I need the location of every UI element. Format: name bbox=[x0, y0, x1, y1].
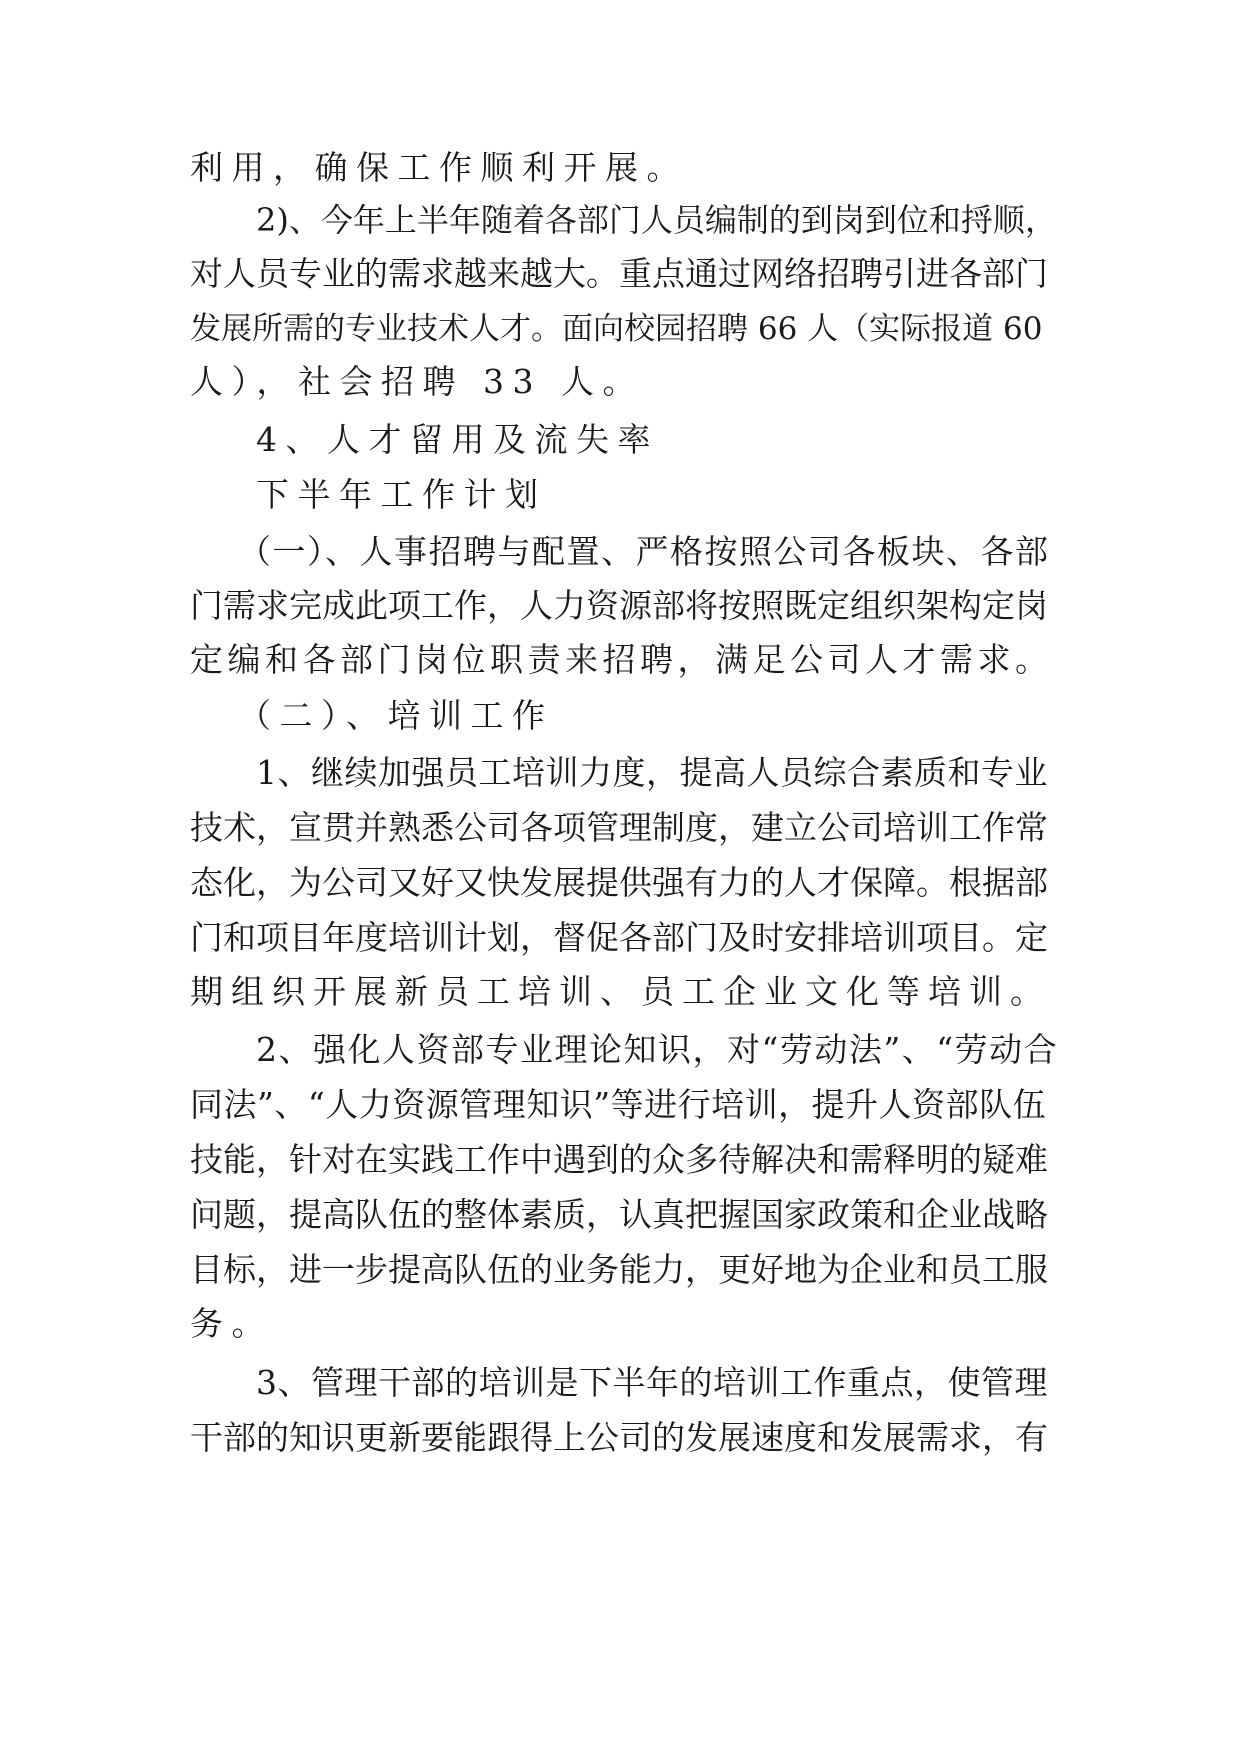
paragraph-line: 2、强化人资部专业理论知识，对“劳动法”、“劳动合 bbox=[256, 1030, 1059, 1069]
paragraph-line: 人），社会招聘 33 人。 bbox=[190, 362, 644, 401]
paragraph-line: 门需求完成此项工作，人力资源部将按照既定组织架构定岗 bbox=[190, 586, 1048, 625]
paragraph-line: 利用，确保工作顺利开展。 bbox=[190, 148, 688, 187]
paragraph-line: 目标，进一步提高队伍的业务能力，更好地为企业和员工服 bbox=[190, 1250, 1048, 1289]
paragraph-line: 定编和各部门岗位职责来招聘，满足公司人才需求。 bbox=[190, 640, 1053, 679]
paragraph-line: 门和项目年度培训计划，督促各部门及时安排培训项目。定 bbox=[190, 918, 1048, 957]
paragraph-line: 态化，为公司又好又快发展提供强有力的人才保障。根据部 bbox=[190, 863, 1048, 902]
paragraph-line: 问题，提高队伍的整体素质，认真把握国家政策和企业战略 bbox=[190, 1195, 1048, 1234]
paragraph-line: 技能，针对在实践工作中遇到的众多待解决和需释明的疑难 bbox=[190, 1140, 1048, 1179]
section-heading: 下半年工作计划 bbox=[256, 475, 547, 514]
section-heading: 4、人才留用及流失率 bbox=[256, 420, 659, 459]
section-heading: （二）、培训工作 bbox=[238, 696, 554, 735]
paragraph-line: 发展所需的专业技术人才。面向校园招聘 66 人（实际报道 60 bbox=[190, 311, 1043, 347]
paragraph-line: 1、继续加强员工培训力度，提高人员综合素质和专业 bbox=[256, 753, 1048, 792]
paragraph-line: 期组织开展新员工培训、员工企业文化等培训。 bbox=[190, 972, 1051, 1011]
paragraph-line: 同法”、“人力资源管理知识”等进行培训，提升人资部队伍 bbox=[190, 1085, 1047, 1124]
paragraph-line: 3、管理干部的培训是下半年的培训工作重点，使管理 bbox=[256, 1363, 1048, 1402]
paragraph-line: （一）、人事招聘与配置、严格按照公司各板块、各部 bbox=[238, 532, 1050, 571]
paragraph-line: 对人员专业的需求越来越大。重点通过网络招聘引进各部门 bbox=[190, 254, 1048, 293]
paragraph-line: 干部的知识更新要能跟得上公司的发展速度和发展需求，有 bbox=[190, 1418, 1048, 1457]
paragraph-line: 2)、今年上半年随着各部门人员编制的到岗到位和捋顺， bbox=[256, 201, 1057, 239]
paragraph-line: 务。 bbox=[190, 1304, 273, 1343]
paragraph-line: 技术，宣贯并熟悉公司各项管理制度，建立公司培训工作常 bbox=[190, 808, 1048, 847]
